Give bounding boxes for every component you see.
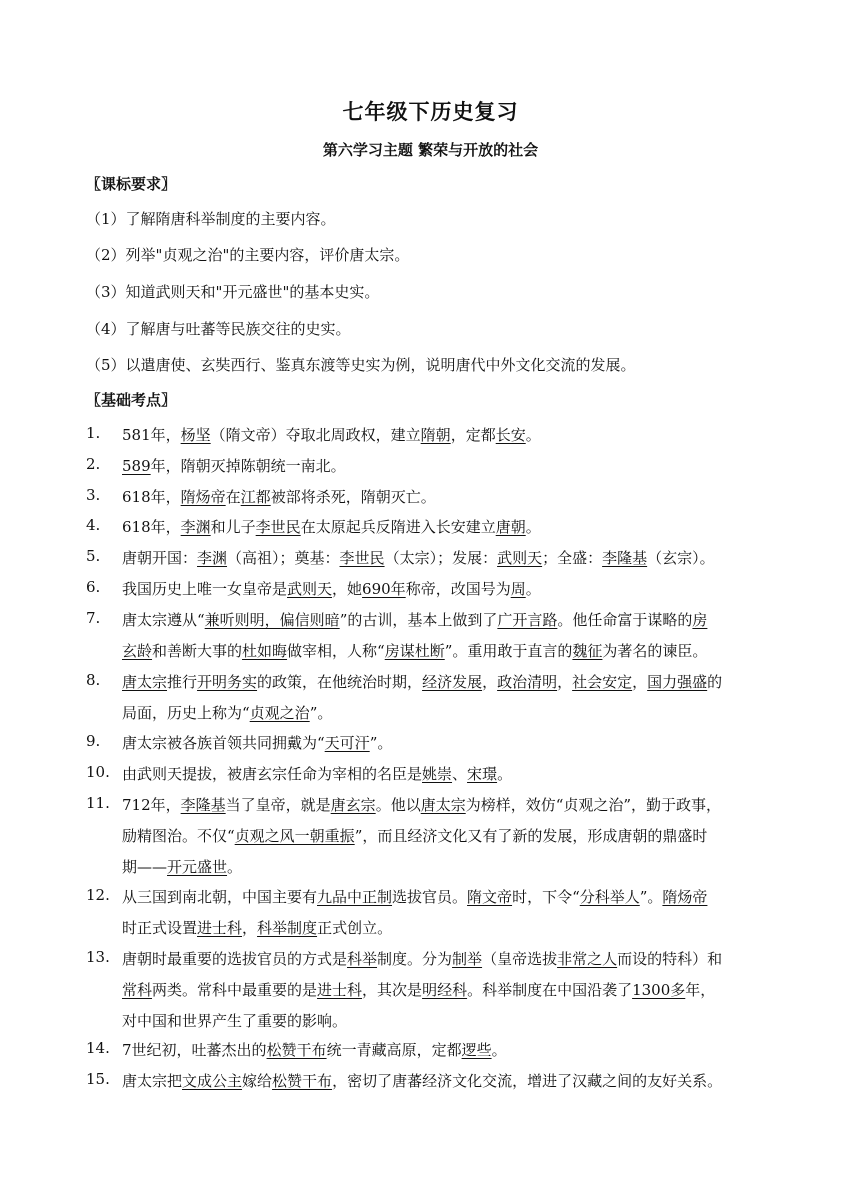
key-point-text — [122, 948, 776, 1041]
answer-blank: 经济发展 — [422, 673, 483, 691]
text-run: 在 — [225, 488, 241, 506]
text-run: （太宗）；发展： — [384, 549, 498, 567]
answer-blank: 社会安定 — [572, 673, 633, 691]
key-point-line — [122, 516, 776, 547]
text-run: 。他任命富于谋略的 — [557, 611, 693, 629]
key-point-text — [122, 671, 776, 733]
text-run: 做宰相，人称“ — [287, 642, 385, 660]
page-subtitle: 第六学习主题 繁荣与开放的社会 — [322, 141, 539, 159]
answer-blank: 1300多 — [632, 981, 686, 999]
requirement-item: （2）列举"贞观之治"的主要内容，评价唐太宗。 — [86, 246, 410, 264]
key-point-line — [122, 455, 776, 486]
answer-blank: 武则天 — [497, 549, 543, 567]
text-run: 我国历史上唯一女皇帝是 — [122, 580, 288, 598]
text-run: ，她 — [332, 580, 363, 598]
answer-blank: 魏征 — [572, 642, 603, 660]
answer-blank: 李渊 — [180, 518, 211, 536]
answer-blank: 明经科 — [422, 981, 468, 999]
answer-blank: 长安 — [495, 426, 526, 444]
answer-blank: 常科 — [122, 981, 153, 999]
text-run: ”。重用敢于直言的 — [444, 642, 573, 660]
text-run: （隋文帝）夺取北周政权，建立 — [210, 426, 421, 444]
answer-blank: 690年 — [362, 580, 406, 598]
text-run: 在太原起兵反隋进入长安建立 — [300, 518, 496, 536]
key-point-line — [122, 578, 776, 609]
key-point-number: 9. — [86, 732, 101, 750]
text-run: 7世纪初，吐蕃杰出的 — [122, 1041, 267, 1059]
key-point-line — [122, 671, 776, 702]
text-run: 时，下令“ — [512, 888, 580, 906]
key-point-number: 4. — [86, 516, 101, 534]
text-run: 唐太宗把 — [122, 1072, 183, 1090]
key-point-text — [122, 424, 776, 455]
key-point-line — [122, 640, 776, 671]
key-point-line — [122, 486, 776, 517]
answer-blank: 唐太宗 — [122, 673, 168, 691]
answer-blank: 杨坚 — [180, 426, 211, 444]
text-run: ”。 — [639, 888, 663, 906]
text-run: 为著名的谏臣。 — [602, 642, 708, 660]
key-point-line — [122, 424, 776, 455]
text-run: ， — [242, 919, 258, 937]
answer-blank: 杜如晦 — [242, 642, 288, 660]
requirement-item: （3）知道武则天和"开元盛世"的基本史实。 — [86, 283, 380, 301]
answer-blank: 房谋杜断 — [384, 642, 445, 660]
text-run: 和儿子 — [210, 518, 256, 536]
text-run: 正式创立。 — [317, 919, 393, 937]
text-run: 的 — [707, 673, 723, 691]
text-run: 而设的特科）和 — [617, 950, 723, 968]
key-point-text — [122, 578, 776, 609]
text-run: 由武则天提拔，被唐玄宗任命为宰相的名臣是 — [122, 765, 423, 783]
text-run: 712年， — [122, 796, 181, 814]
answer-blank: 唐朝 — [495, 518, 526, 536]
answer-blank: 隋炀帝 — [662, 888, 708, 906]
key-point-number: 14. — [86, 1039, 110, 1057]
answer-blank: 姚崇 — [422, 765, 453, 783]
answer-blank: 非常之人 — [557, 950, 618, 968]
key-point-number: 10. — [86, 763, 110, 781]
key-point-line — [122, 547, 776, 578]
text-run: 618年， — [122, 488, 181, 506]
key-point-text — [122, 794, 776, 887]
text-run: 唐太宗遵从“ — [122, 611, 205, 629]
answer-blank: 唐玄宗 — [330, 796, 376, 814]
text-run: 。科举制度在中国沿袭了 — [467, 981, 633, 999]
answer-blank: 科举制度 — [257, 919, 318, 937]
text-run: 时正式设置 — [122, 919, 198, 937]
text-run: 唐太宗被各族首领共同拥戴为“ — [122, 734, 325, 752]
key-point-line — [122, 794, 776, 825]
text-run: 推行 — [167, 673, 198, 691]
requirement-item: （4）了解唐与吐蕃等民族交往的史实。 — [86, 320, 351, 338]
text-run: 嫁给 — [242, 1072, 273, 1090]
text-run: 制度。分为 — [377, 950, 453, 968]
text-run: ”。 — [369, 734, 393, 752]
text-run: 581年， — [122, 426, 181, 444]
answer-blank: 李世民 — [255, 518, 301, 536]
text-run: 被部将杀死，隋朝灭亡。 — [270, 488, 436, 506]
answer-blank: 隋炀帝 — [180, 488, 226, 506]
section-heading-key-points: 〖基础考点〗 — [86, 391, 177, 409]
answer-blank: 松赞干布 — [272, 1072, 333, 1090]
key-point-text — [122, 547, 776, 578]
key-point-number: 6. — [86, 578, 101, 596]
key-point-line — [122, 917, 776, 948]
answer-blank: 政治清明 — [497, 673, 558, 691]
text-run: ， — [557, 673, 573, 691]
key-point-line — [122, 702, 776, 733]
answer-blank: 贞观之风一朝重振 — [234, 827, 355, 845]
text-run: 期—— — [122, 858, 168, 876]
key-point-number: 15. — [86, 1070, 110, 1088]
key-point-number: 3. — [86, 486, 101, 504]
key-point-number: 2. — [86, 455, 101, 473]
text-run: （高祖）；奠基： — [227, 549, 340, 567]
text-run: ”的古训，基本上做到了 — [339, 611, 498, 629]
key-point-line — [122, 1039, 776, 1070]
answer-blank: 分科举人 — [579, 888, 640, 906]
text-run: 年，隋朝灭掉陈朝统一南北。 — [150, 457, 346, 475]
text-run: 。 — [491, 1041, 507, 1059]
key-point-line — [122, 825, 776, 856]
text-run: ， — [632, 673, 648, 691]
text-run: 。 — [497, 765, 513, 783]
text-run: 。他以 — [375, 796, 421, 814]
text-run: 励精图治。不仅“ — [122, 827, 235, 845]
key-point-number: 7. — [86, 609, 101, 627]
answer-blank: 李隆基 — [180, 796, 226, 814]
key-point-number: 11. — [86, 794, 110, 812]
answer-blank: 李隆基 — [602, 549, 648, 567]
answer-blank: 进士科 — [197, 919, 243, 937]
answer-blank: 国力强盛 — [647, 673, 708, 691]
key-point-text — [122, 732, 776, 763]
answer-blank: 科举 — [347, 950, 378, 968]
text-run: 两类。常科中最重要的是 — [152, 981, 318, 999]
answer-blank: 逻些 — [461, 1041, 492, 1059]
key-point-line — [122, 979, 776, 1010]
section-heading-requirements: 〖课标要求〗 — [86, 175, 177, 193]
text-run: ，其次是 — [362, 981, 423, 999]
text-run: 称帝，改国号为 — [405, 580, 511, 598]
text-run: ”，而且经济文化又有了新的发展，形成唐朝的鼎盛时 — [354, 827, 708, 845]
text-run: ；全盛： — [542, 549, 603, 567]
text-run: 。 — [227, 858, 243, 876]
text-run: ，定都 — [450, 426, 496, 444]
text-run: 统一青藏高原，定都 — [326, 1041, 462, 1059]
text-run: （玄宗）。 — [647, 549, 715, 567]
answer-blank: 江都 — [240, 488, 271, 506]
answer-blank: 广开言路 — [497, 611, 558, 629]
answer-blank: 天可汗 — [324, 734, 370, 752]
key-point-text — [122, 1070, 776, 1101]
key-point-text — [122, 486, 776, 517]
answer-blank: 589 — [122, 457, 151, 475]
key-point-text — [122, 886, 776, 948]
key-point-line — [122, 1010, 776, 1041]
key-point-number: 8. — [86, 671, 101, 689]
text-run: 。 — [525, 518, 541, 536]
answer-blank: 开元盛世 — [167, 858, 228, 876]
text-run: 唐朝时最重要的选拔官员的方式是 — [122, 950, 348, 968]
text-run: （皇帝选拔 — [482, 950, 558, 968]
answer-blank: 武则天 — [287, 580, 333, 598]
text-run: 选拔官员。 — [392, 888, 468, 906]
text-run: 唐朝开国： — [122, 549, 198, 567]
text-run: 对中国和世界产生了重要的影响。 — [122, 1012, 348, 1030]
answer-blank: 九品中正制 — [317, 888, 393, 906]
text-run: 为榜样，效仿“贞观之治”，勤于政事， — [465, 796, 722, 814]
text-run: ”。 — [309, 704, 333, 722]
key-point-line — [122, 609, 776, 640]
answer-blank: 文成公主 — [182, 1072, 243, 1090]
key-point-line — [122, 856, 776, 887]
answer-blank: 宋璟 — [467, 765, 498, 783]
text-run: 和善断大事的 — [152, 642, 243, 660]
answer-blank: 李渊 — [197, 549, 228, 567]
key-point-line — [122, 1070, 776, 1101]
text-run: 从三国到南北朝，中国主要有 — [122, 888, 318, 906]
answer-blank: 隋文帝 — [467, 888, 513, 906]
text-run: ， — [482, 673, 498, 691]
key-point-text — [122, 1039, 776, 1070]
answer-blank: 房 — [692, 611, 708, 629]
answer-blank: 贞观之治 — [249, 704, 310, 722]
answer-blank: 兼听则明，偏信则暗 — [204, 611, 340, 629]
text-run: 、 — [452, 765, 468, 783]
key-point-text — [122, 609, 776, 671]
key-point-line — [122, 948, 776, 979]
key-point-number: 13. — [86, 948, 110, 966]
requirement-item: （1）了解隋唐科举制度的主要内容。 — [86, 210, 336, 228]
text-run: ，密切了唐蕃经济文化交流，增进了汉藏之间的友好关系。 — [332, 1072, 723, 1090]
key-point-text — [122, 516, 776, 547]
answer-blank: 进士科 — [317, 981, 363, 999]
requirement-item: （5）以遣唐使、玄奘西行、鉴真东渡等史实为例，说明唐代中外文化交流的发展。 — [86, 356, 636, 374]
text-run: 局面，历史上称为“ — [122, 704, 250, 722]
key-point-text — [122, 763, 776, 794]
key-point-number: 12. — [86, 886, 110, 904]
key-point-line — [122, 886, 776, 917]
answer-blank: 开明务实 — [197, 673, 258, 691]
answer-blank: 玄龄 — [122, 642, 153, 660]
answer-blank: 李世民 — [339, 549, 385, 567]
answer-blank: 周 — [510, 580, 526, 598]
key-point-line — [122, 732, 776, 763]
key-point-line — [122, 763, 776, 794]
answer-blank: 松赞干布 — [266, 1041, 327, 1059]
text-run: 当了皇帝，就是 — [225, 796, 331, 814]
answer-blank: 制举 — [452, 950, 483, 968]
text-run: 年， — [685, 981, 716, 999]
text-run: 。 — [525, 580, 541, 598]
key-point-number: 5. — [86, 547, 101, 565]
text-run: 。 — [525, 426, 541, 444]
key-point-number: 1. — [86, 424, 101, 442]
key-point-text — [122, 455, 776, 486]
text-run: 的政策，在他统治时期， — [257, 673, 423, 691]
text-run: 618年， — [122, 518, 181, 536]
page-title: 七年级下历史复习 — [342, 100, 519, 124]
answer-blank: 唐太宗 — [420, 796, 466, 814]
answer-blank: 隋朝 — [420, 426, 451, 444]
